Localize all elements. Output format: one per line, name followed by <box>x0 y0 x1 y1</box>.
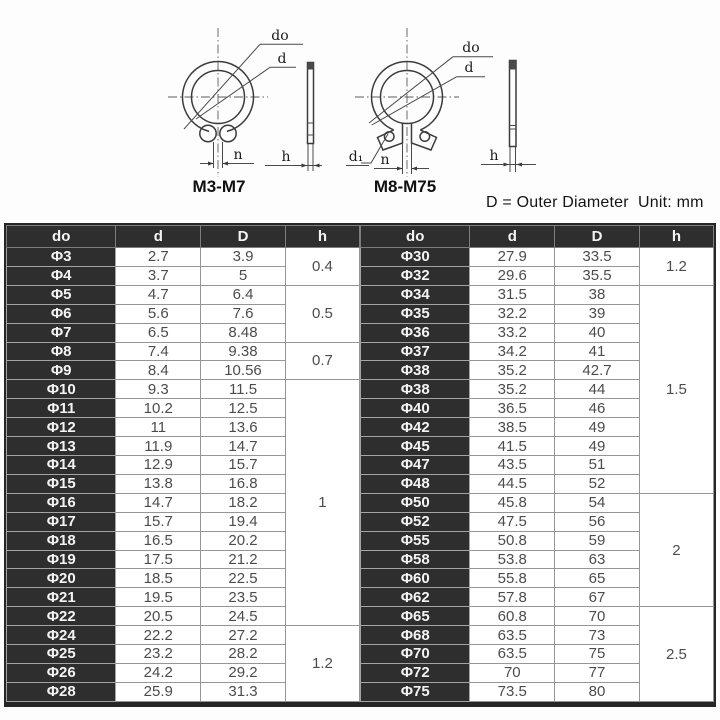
D-cell: 8.48 <box>201 323 286 342</box>
do-cell: Φ11 <box>7 399 116 418</box>
do-cell: Φ24 <box>7 626 116 645</box>
D-cell: 29.2 <box>201 663 286 682</box>
do-cell: Φ18 <box>7 531 116 550</box>
ring-lobe <box>200 125 216 141</box>
D-cell: 65 <box>555 569 640 588</box>
do-cell: Φ12 <box>7 418 116 437</box>
d-cell: 4.7 <box>116 285 201 304</box>
D-cell: 21.2 <box>201 550 286 569</box>
D-cell: 28.2 <box>201 645 286 664</box>
d-cell: 31.5 <box>470 285 555 304</box>
D-cell: 31.3 <box>201 682 286 701</box>
label-d: d <box>464 60 474 76</box>
do-cell: Φ15 <box>7 474 116 493</box>
table-row <box>7 626 360 645</box>
D-cell: 59 <box>555 531 640 550</box>
do-cell: Φ30 <box>361 248 470 267</box>
d-cell: 8.4 <box>116 361 201 380</box>
d-cell: 19.5 <box>116 588 201 607</box>
D-cell: 33.5 <box>555 248 640 267</box>
spec-table-left <box>6 225 360 702</box>
section-hatch <box>308 63 314 70</box>
d-cell: 73.5 <box>470 682 555 701</box>
D-cell: 42.7 <box>555 361 640 380</box>
ring-drawing-m8-m75 <box>346 28 493 196</box>
do-cell: Φ50 <box>361 493 470 512</box>
D-cell: 19.4 <box>201 512 286 531</box>
do-cell: Φ17 <box>7 512 116 531</box>
D-cell: 6.4 <box>201 285 286 304</box>
do-cell: Φ20 <box>7 569 116 588</box>
do-cell: Φ7 <box>7 323 116 342</box>
D-cell: 67 <box>555 588 640 607</box>
d-cell: 5.6 <box>116 304 201 323</box>
d-cell: 53.8 <box>470 550 555 569</box>
do-cell: Φ55 <box>361 531 470 550</box>
side-view-m3-m7 <box>265 63 322 172</box>
d-cell: 22.2 <box>116 626 201 645</box>
side-view-m8-m75 <box>481 61 536 173</box>
h-cell: 2 <box>639 493 713 606</box>
section-hatch <box>510 61 517 70</box>
do-cell: Φ38 <box>361 361 470 380</box>
label-h: h <box>489 148 499 164</box>
do-cell: Φ65 <box>361 607 470 626</box>
D-cell: 73 <box>555 626 640 645</box>
d-cell: 16.5 <box>116 531 201 550</box>
d-cell: 50.8 <box>470 531 555 550</box>
D-cell: 39 <box>555 304 640 323</box>
d-cell: 17.5 <box>116 550 201 569</box>
d-cell: 44.5 <box>470 474 555 493</box>
d-cell: 11.9 <box>116 437 201 456</box>
ring-lobe <box>220 125 236 141</box>
D-cell: 49 <box>555 437 640 456</box>
label-d1: d₁ <box>348 149 364 165</box>
do-cell: Φ5 <box>7 285 116 304</box>
ring-lug <box>412 123 437 150</box>
d-cell: 24.2 <box>116 663 201 682</box>
caption-m3-m7: M3-M7 <box>192 177 246 196</box>
do-cell: Φ45 <box>361 437 470 456</box>
D-cell: 41 <box>555 342 640 361</box>
d-cell: 36.5 <box>470 399 555 418</box>
do-cell: Φ68 <box>361 626 470 645</box>
d-cell: 43.5 <box>470 455 555 474</box>
table-row <box>7 248 360 267</box>
label-do: do <box>462 40 480 56</box>
D-cell: 80 <box>555 682 640 701</box>
d-cell: 60.8 <box>470 607 555 626</box>
column-header-d: d <box>470 226 555 248</box>
d-cell: 7.4 <box>116 342 201 361</box>
D-cell: 70 <box>555 607 640 626</box>
column-header-d: d <box>116 226 201 248</box>
d-cell: 45.8 <box>470 493 555 512</box>
h-cell: 2.5 <box>639 607 713 702</box>
D-cell: 35.5 <box>555 266 640 285</box>
label-do: do <box>271 28 289 44</box>
d-cell: 2.7 <box>116 248 201 267</box>
D-cell: 13.6 <box>201 418 286 437</box>
D-cell: 24.5 <box>201 607 286 626</box>
do-cell: Φ40 <box>361 399 470 418</box>
table-row <box>7 342 360 361</box>
do-cell: Φ19 <box>7 550 116 569</box>
d-cell: 20.5 <box>116 607 201 626</box>
h-cell: 1.2 <box>285 626 359 702</box>
d-cell: 18.5 <box>116 569 201 588</box>
h-cell: 0.7 <box>285 342 359 380</box>
d-cell: 27.9 <box>470 248 555 267</box>
do-cell: Φ75 <box>361 682 470 701</box>
D-cell: 23.5 <box>201 588 286 607</box>
do-cell: Φ34 <box>361 285 470 304</box>
do-cell: Φ13 <box>7 437 116 456</box>
D-cell: 38 <box>555 285 640 304</box>
D-cell: 46 <box>555 399 640 418</box>
D-cell: 51 <box>555 455 640 474</box>
D-cell: 14.7 <box>201 437 286 456</box>
table-row <box>361 248 714 267</box>
spec-table-right <box>360 225 714 702</box>
d-cell: 11 <box>116 418 201 437</box>
d-cell: 47.5 <box>470 512 555 531</box>
D-cell: 52 <box>555 474 640 493</box>
D-cell: 22.5 <box>201 569 286 588</box>
do-cell: Φ35 <box>361 304 470 323</box>
lug-hole <box>420 132 430 142</box>
do-cell: Φ58 <box>361 550 470 569</box>
do-cell: Φ21 <box>7 588 116 607</box>
column-header-h: h <box>639 226 713 248</box>
d-cell: 13.8 <box>116 474 201 493</box>
do-cell: Φ16 <box>7 493 116 512</box>
D-cell: 18.2 <box>201 493 286 512</box>
D-cell: 40 <box>555 323 640 342</box>
h-cell: 1 <box>285 380 359 626</box>
column-header-D: D <box>201 226 286 248</box>
d-cell: 70 <box>470 663 555 682</box>
d-cell: 14.7 <box>116 493 201 512</box>
D-cell: 9.38 <box>201 342 286 361</box>
d-cell: 3.7 <box>116 266 201 285</box>
d-cell: 9.3 <box>116 380 201 399</box>
h-cell: 0.4 <box>285 248 359 286</box>
D-cell: 20.2 <box>201 531 286 550</box>
D-cell: 56 <box>555 512 640 531</box>
d-cell: 35.2 <box>470 380 555 399</box>
spec-tables <box>4 223 716 707</box>
d-cell: 15.7 <box>116 512 201 531</box>
do-cell: Φ62 <box>361 588 470 607</box>
D-cell: 15.7 <box>201 455 286 474</box>
label-n: n <box>233 147 243 163</box>
do-cell: Φ22 <box>7 607 116 626</box>
d-cell: 34.2 <box>470 342 555 361</box>
d-cell: 33.2 <box>470 323 555 342</box>
do-cell: Φ52 <box>361 512 470 531</box>
d-cell: 63.5 <box>470 626 555 645</box>
D-cell: 16.8 <box>201 474 286 493</box>
d-cell: 12.9 <box>116 455 201 474</box>
column-header-D: D <box>555 226 640 248</box>
d-cell: 29.6 <box>470 266 555 285</box>
do-cell: Φ14 <box>7 455 116 474</box>
column-header-do: do <box>361 226 470 248</box>
d-cell: 57.8 <box>470 588 555 607</box>
d-cell: 25.9 <box>116 682 201 701</box>
do-cell: Φ25 <box>7 645 116 664</box>
header-row <box>361 226 714 248</box>
do-cell: Φ3 <box>7 248 116 267</box>
label-d: d <box>277 51 287 67</box>
D-cell: 49 <box>555 418 640 437</box>
table-row <box>7 285 360 304</box>
d-cell: 41.5 <box>470 437 555 456</box>
do-cell: Φ6 <box>7 304 116 323</box>
h-cell: 0.5 <box>285 285 359 342</box>
D-cell: 7.6 <box>201 304 286 323</box>
column-header-do: do <box>7 226 116 248</box>
D-cell: 75 <box>555 645 640 664</box>
label-h: h <box>281 149 291 165</box>
do-cell: Φ72 <box>361 663 470 682</box>
ring-drawing-m3-m7 <box>168 28 303 196</box>
do-cell: Φ42 <box>361 418 470 437</box>
do-cell: Φ70 <box>361 645 470 664</box>
header-row <box>7 226 360 248</box>
d-cell: 23.2 <box>116 645 201 664</box>
caption-m8-m75: M8-M75 <box>373 177 437 196</box>
technical-drawings <box>0 0 720 222</box>
unit-note: D = Outer Diameter Unit: mm <box>486 194 704 211</box>
h-cell: 1.5 <box>639 285 713 493</box>
D-cell: 3.9 <box>201 248 286 267</box>
D-cell: 10.56 <box>201 361 286 380</box>
D-cell: 11.5 <box>201 380 286 399</box>
d-cell: 10.2 <box>116 399 201 418</box>
do-cell: Φ9 <box>7 361 116 380</box>
table-row <box>361 493 714 512</box>
D-cell: 12.5 <box>201 399 286 418</box>
d-cell: 38.5 <box>470 418 555 437</box>
do-cell: Φ47 <box>361 455 470 474</box>
D-cell: 5 <box>201 266 286 285</box>
table-row <box>7 380 360 399</box>
d-cell: 55.8 <box>470 569 555 588</box>
d-cell: 32.2 <box>470 304 555 323</box>
D-cell: 44 <box>555 380 640 399</box>
do-cell: Φ8 <box>7 342 116 361</box>
do-cell: Φ37 <box>361 342 470 361</box>
d-cell: 63.5 <box>470 645 555 664</box>
D-cell: 27.2 <box>201 626 286 645</box>
table-row <box>361 607 714 626</box>
table-row <box>361 285 714 304</box>
column-header-h: h <box>285 226 359 248</box>
lug-hole <box>384 132 394 142</box>
do-cell: Φ48 <box>361 474 470 493</box>
label-n: n <box>380 152 390 168</box>
do-cell: Φ32 <box>361 266 470 285</box>
D-cell: 54 <box>555 493 640 512</box>
D-cell: 77 <box>555 663 640 682</box>
d-cell: 35.2 <box>470 361 555 380</box>
do-cell: Φ28 <box>7 682 116 701</box>
do-cell: Φ60 <box>361 569 470 588</box>
do-cell: Φ36 <box>361 323 470 342</box>
do-cell: Φ4 <box>7 266 116 285</box>
h-cell: 1.2 <box>639 248 713 286</box>
do-cell: Φ26 <box>7 663 116 682</box>
D-cell: 63 <box>555 550 640 569</box>
d-cell: 6.5 <box>116 323 201 342</box>
do-cell: Φ10 <box>7 380 116 399</box>
do-cell: Φ38 <box>361 380 470 399</box>
